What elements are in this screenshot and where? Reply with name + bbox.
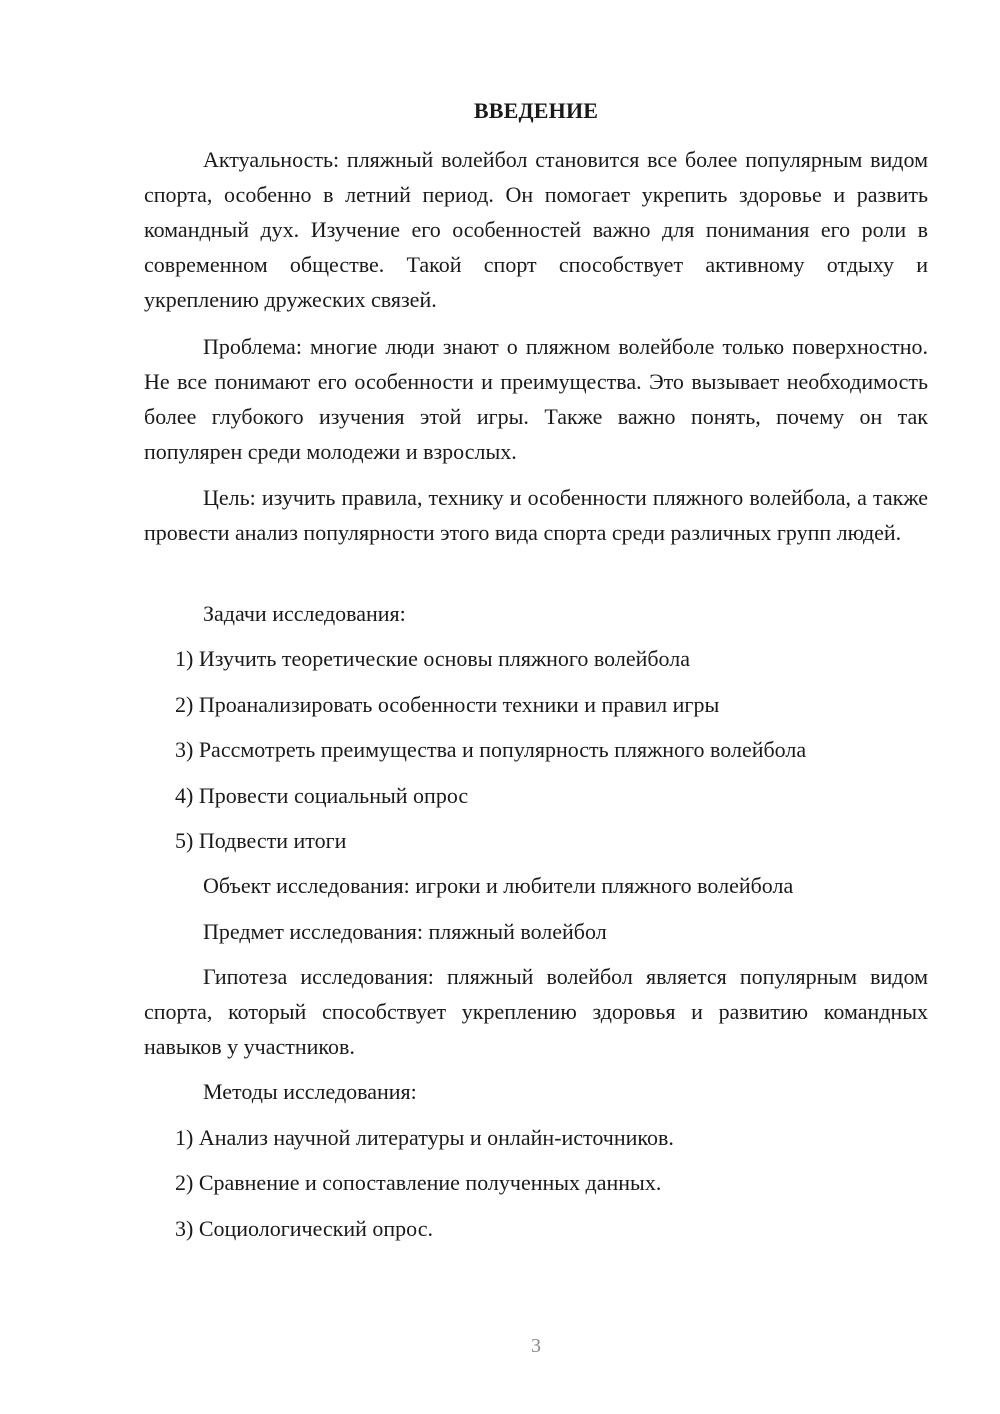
paragraph-problem: Проблема: многие люди знают о пляжном волейболе только поверхностно. Не все понимают его особенности и преимущества. Это вызывает необходимость более глубокого изучения этой игры. Также важно понять, почему он так популярен среди молодежи и взрослых. — [144, 334, 928, 464]
method-item-2: 2) Сравнение и сопоставление полученных данных. — [175, 1170, 662, 1195]
method-item-1: 1) Анализ научной литературы и онлайн-источников. — [175, 1125, 674, 1150]
task-item-1: 1) Изучить теоретические основы пляжного волейбола — [175, 646, 691, 671]
tasks-heading: Задачи исследования: — [203, 601, 406, 626]
research-object: Объект исследования: игроки и любители пляжного волейбола — [203, 873, 794, 898]
method-item-3: 3) Социологический опрос. — [175, 1216, 433, 1241]
paragraph-hypothesis: Гипотеза исследования: пляжный волейбол является популярным видом спорта, который способствует укреплению здоровья и развитию командных навыков у участников. — [144, 964, 928, 1059]
paragraph-goal: Цель: изучить правила, технику и особенности пляжного волейбола, а также провести анализ популярности этого вида спорта среди различных групп людей. — [144, 485, 928, 545]
section-title: ВВЕДЕНИЕ — [473, 98, 599, 123]
methods-heading: Методы исследования: — [203, 1079, 417, 1104]
paragraph-relevance: Актуальность: пляжный волейбол становится все более популярным видом спорта, особенно в летний период. Он помогает укрепить здоровье и развить командный дух. Изучение его особенностей важно для понимания его роли в современном обществе. Такой спорт способствует активному отдыху и укреплению дружеских связей. — [144, 147, 928, 312]
task-item-4: 4) Провести социальный опрос — [175, 783, 469, 808]
page-number: 3 — [531, 1335, 541, 1357]
research-subject: Предмет исследования: пляжный волейбол — [203, 919, 607, 944]
task-item-5: 5) Подвести итоги — [175, 828, 347, 853]
task-item-2: 2) Проанализировать особенности техники и правил игры — [175, 692, 720, 717]
task-item-3: 3) Рассмотреть преимущества и популярность пляжного волейбола — [175, 737, 807, 762]
